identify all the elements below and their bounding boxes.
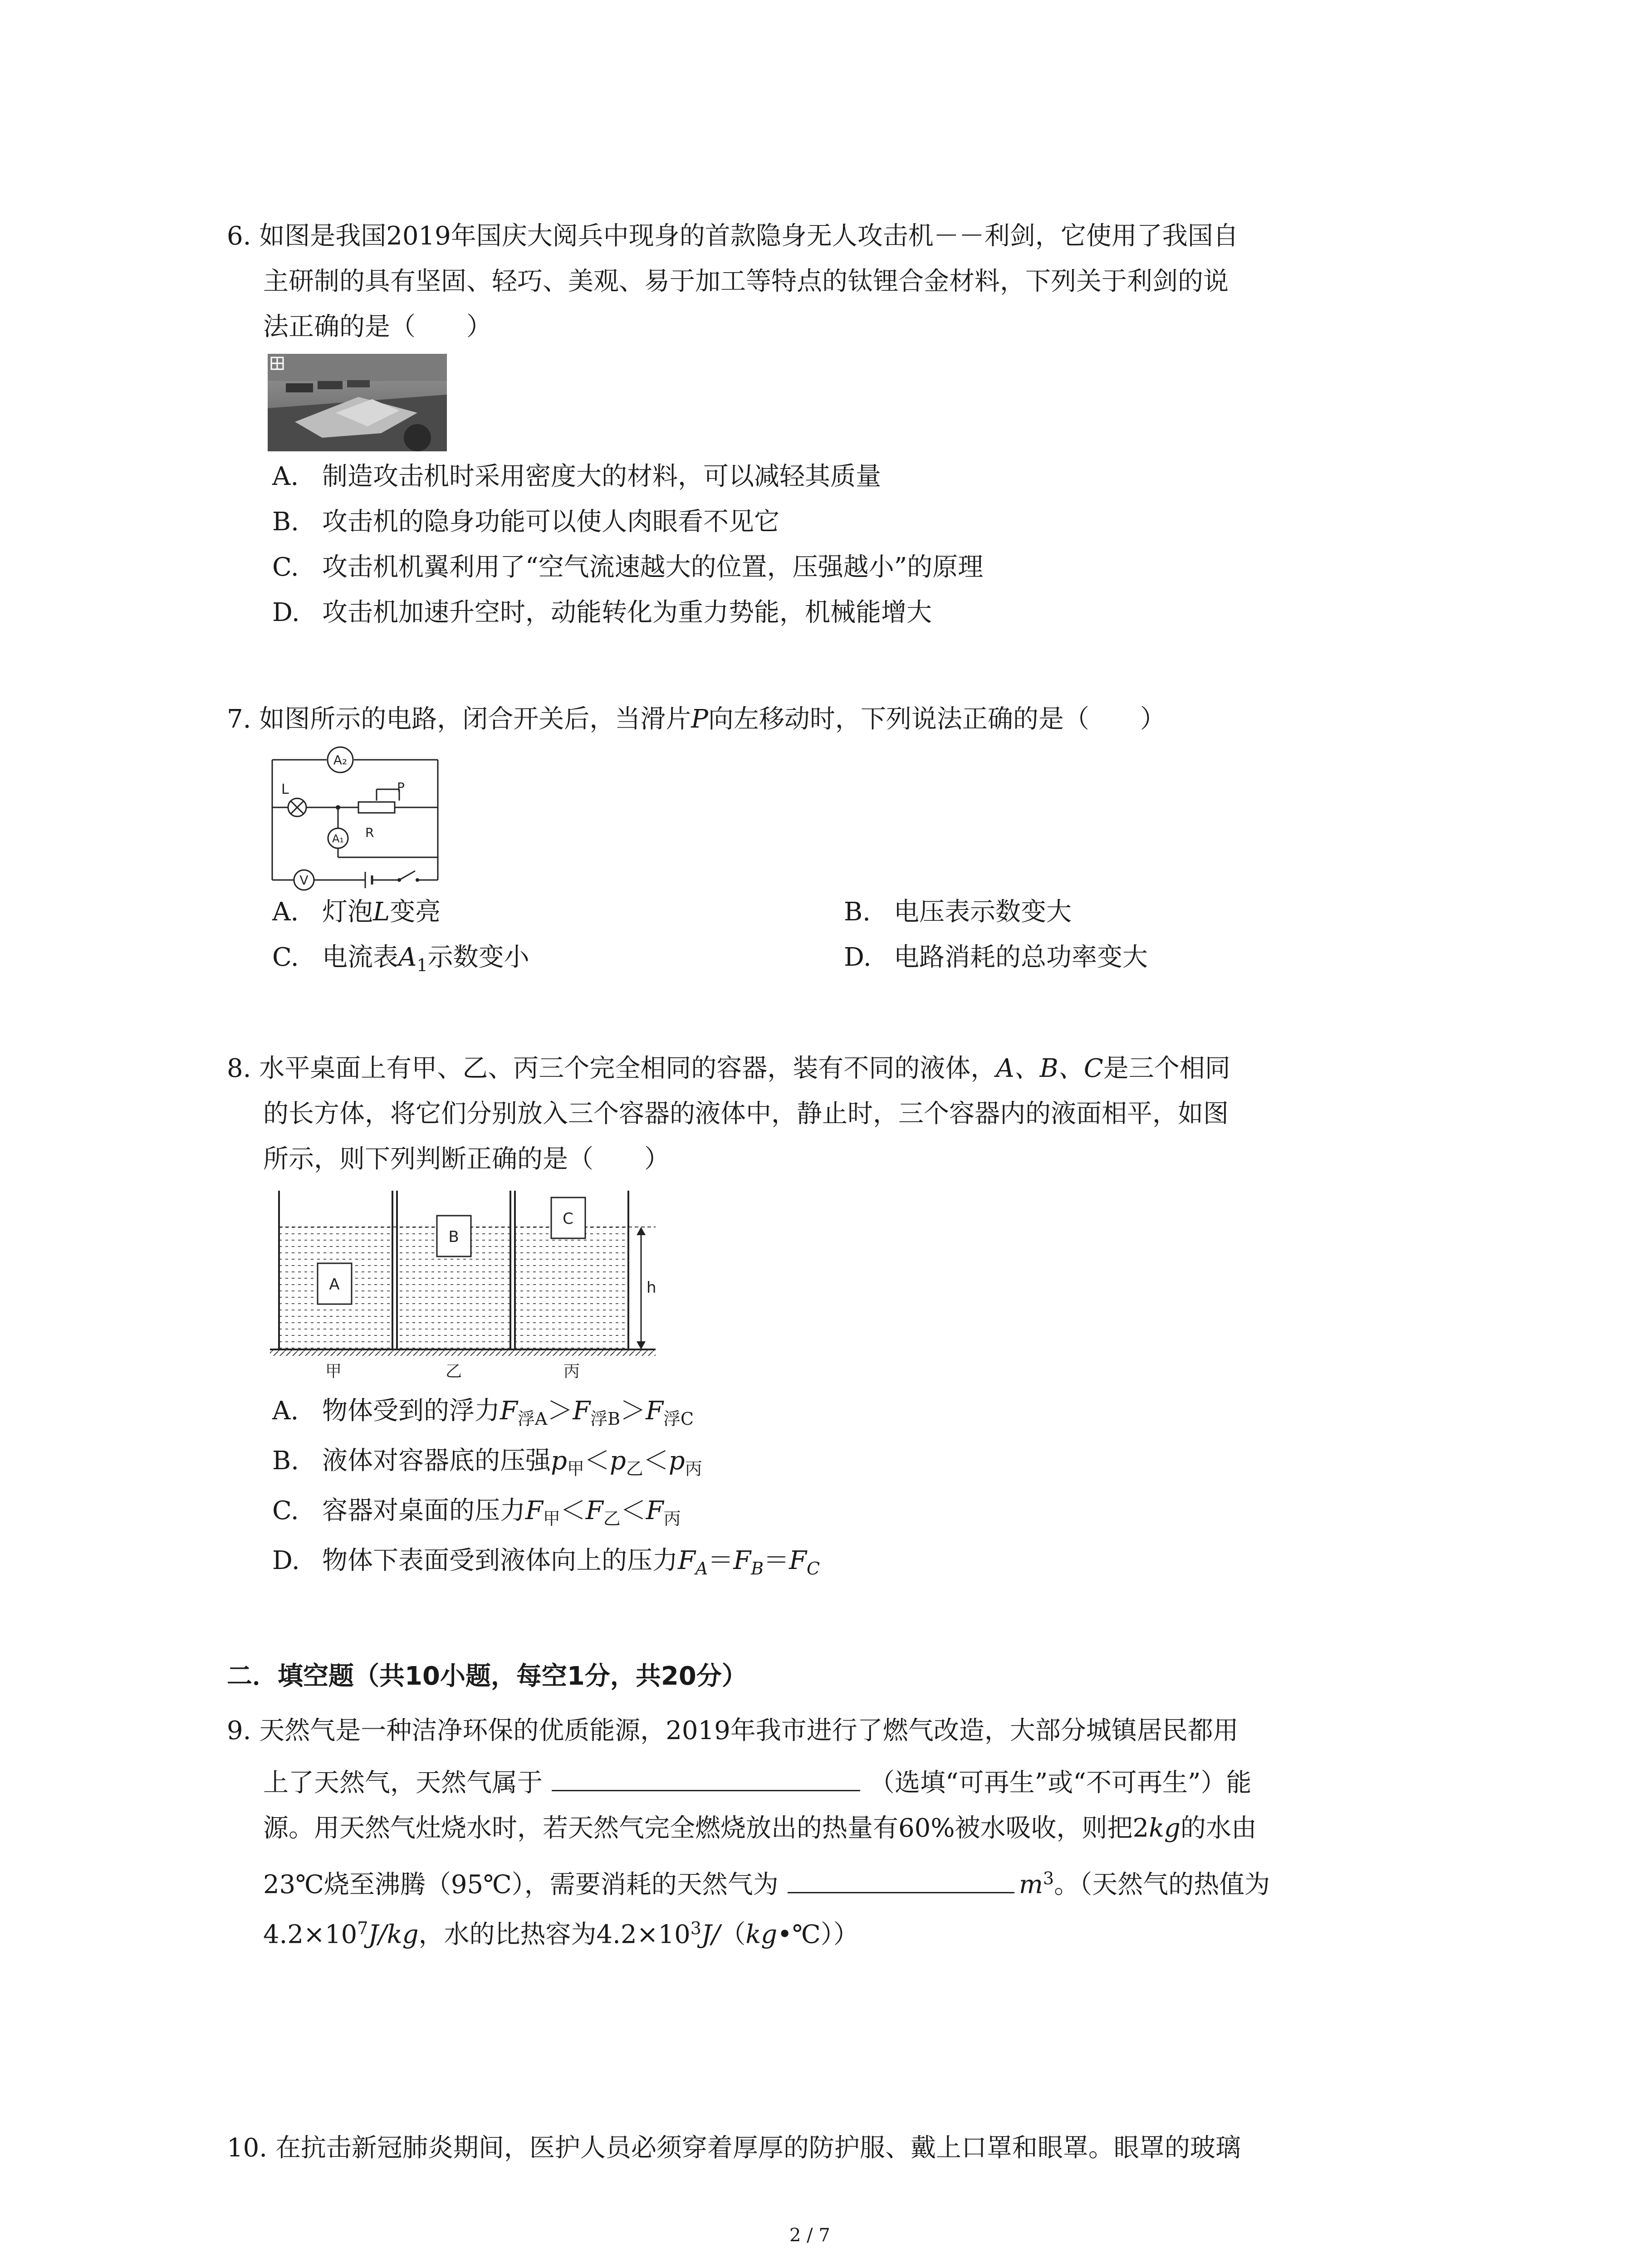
math-op: ＝ <box>764 1546 789 1575</box>
ammeter-a2-label: A₂ <box>333 753 348 767</box>
math-op: ＜ <box>560 1496 586 1525</box>
math-op: ＝ <box>708 1546 734 1575</box>
q9-line-3a: 源。用天然气灶烧水时，若天然气完全燃烧放出的热量有60%被水吸收，则把2 <box>263 1813 1149 1843</box>
q7-var-p: P <box>691 704 708 734</box>
option-text: 灯泡 <box>322 897 373 927</box>
math-var: F <box>500 1396 518 1426</box>
answer-blank-2[interactable] <box>788 1867 1014 1893</box>
q9-line-2a: 上了天然气，天然气属于 <box>263 1768 543 1798</box>
math-op: ＞ <box>620 1396 646 1426</box>
answer-blank-1[interactable] <box>552 1765 860 1791</box>
q10-line-1: 10. 在抗击新冠肺炎期间，医护人员必须穿着厚厚的防护服、戴上口罩和眼罩。眼罩的玻璃 <box>227 2133 1241 2163</box>
math-var: F <box>573 1396 591 1426</box>
unit-j-kg: J/kg <box>368 1920 419 1950</box>
q9-line-5 <box>263 1912 859 1951</box>
math-op: ＜ <box>584 1446 610 1476</box>
math-sub: 丙 <box>663 1509 681 1529</box>
q6-option-a <box>272 460 881 493</box>
unit-kg: kg <box>1149 1813 1181 1843</box>
q6-option-c <box>272 551 983 584</box>
q9-line-2 <box>263 1765 1252 1799</box>
option-label: A. <box>272 897 299 927</box>
q6-option-b <box>272 506 779 538</box>
q9-line-5b: ，水的比热容为4.2×10 <box>418 1920 691 1950</box>
q8-line-1-vars: A、B、C <box>996 1054 1103 1083</box>
option-text: 容器对桌面的压力 <box>322 1496 525 1525</box>
math-var: F <box>646 1496 664 1525</box>
q7-option-c <box>272 941 529 982</box>
q8-option-b <box>272 1445 702 1485</box>
q9-line-3b: 的水由 <box>1180 1813 1257 1843</box>
math-sub: 乙 <box>603 1509 621 1529</box>
q9-line-3 <box>263 1812 1257 1845</box>
option-text: 攻击机加速升空时，动能转化为重力势能，机械能增大 <box>322 598 932 627</box>
option-text: 电压表示数变大 <box>894 897 1072 927</box>
q9-line-4a: 23℃烧至沸腾（95℃），需要消耗的天然气为 <box>263 1870 779 1900</box>
q7-option-b <box>844 896 1072 929</box>
unit-m: m <box>1019 1870 1043 1900</box>
math-var: p <box>551 1446 567 1476</box>
option-text: 电流表 <box>322 943 398 972</box>
option-text-post: 示数变小 <box>427 943 529 972</box>
option-var: L <box>373 897 390 927</box>
q7-stem-pre: 7. 如图所示的电路，闭合开关后，当滑片 <box>227 704 691 734</box>
option-text: 电路消耗的总功率变大 <box>894 943 1148 972</box>
option-label: C. <box>272 552 299 582</box>
option-text: 制造攻击机时采用密度大的材料，可以减轻其质量 <box>322 462 881 491</box>
math-sub: A <box>695 1559 708 1579</box>
exponent: 3 <box>690 1918 701 1938</box>
q6-line-1: 6. 如图是我国2019年国庆大阅兵中现身的首款隐身无人攻击机－－利剑，它使用了我国自 <box>227 221 1239 251</box>
math-var: p <box>609 1446 626 1476</box>
option-label: D. <box>272 598 300 627</box>
exponent: 7 <box>357 1918 368 1938</box>
q9-line-4 <box>263 1862 1270 1901</box>
q9-line-2b: （选填“可再生”或“不可再生”）能 <box>869 1768 1252 1798</box>
math-sub: 浮A <box>517 1409 548 1429</box>
unit-j: J/ <box>701 1920 720 1950</box>
math-sub: 甲 <box>543 1509 560 1529</box>
unit-kg: kg <box>745 1920 778 1950</box>
q7-option-a <box>272 896 441 929</box>
q8-line-1 <box>227 1052 1230 1085</box>
math-sub: 浮B <box>590 1409 621 1429</box>
option-text-post: 变亮 <box>390 897 441 927</box>
q8-line-1a: 8. 水平桌面上有甲、乙、丙三个完全相同的容器，装有不同的液体， <box>227 1054 996 1083</box>
math-sub: 甲 <box>567 1459 584 1479</box>
q7-circuit-diagram <box>263 744 454 898</box>
q8-line-3: 所示，则下列判断正确的是（ ） <box>263 1144 670 1174</box>
q9-line-5c: （ <box>720 1920 746 1950</box>
math-sub: C <box>806 1559 820 1579</box>
q8-line-2: 的长方体，将它们分别放入三个容器的液体中，静止时，三个容器内的液面相平，如图 <box>263 1099 1229 1129</box>
q6-line-3: 法正确的是（ ） <box>263 312 492 342</box>
math-sub: 乙 <box>626 1459 643 1479</box>
option-label: B. <box>272 1446 299 1476</box>
math-sub: B <box>751 1559 764 1579</box>
q6-option-d <box>272 596 932 629</box>
option-label: A. <box>272 1396 299 1426</box>
math-sub: 浮C <box>663 1409 694 1429</box>
math-var: F <box>525 1496 543 1525</box>
container-yi-label: 乙 <box>445 1362 462 1381</box>
option-label: B. <box>272 507 299 537</box>
q8-option-d <box>272 1545 820 1585</box>
q7-option-d <box>844 941 1148 974</box>
q7-stem <box>227 703 1166 736</box>
math-op: ＜ <box>643 1446 669 1476</box>
option-text: 物体下表面受到液体向上的压力 <box>322 1546 678 1575</box>
ammeter-a1-label: A₁ <box>332 832 344 845</box>
section-heading: 二．填空题（共10小题，每空1分，共20分） <box>227 1662 747 1691</box>
option-sub: 1 <box>416 955 428 976</box>
container-bing-label: 丙 <box>563 1362 580 1381</box>
option-var: A <box>398 943 417 972</box>
math-var: F <box>789 1546 807 1575</box>
math-var: F <box>733 1546 751 1575</box>
option-text: 攻击机机翼利用了“空气流速越大的位置，压强越小”的原理 <box>322 552 984 582</box>
container-jia-label: 甲 <box>325 1362 342 1381</box>
block-c-label: C <box>563 1210 573 1228</box>
resistor-label: R <box>365 825 374 840</box>
option-label: D. <box>272 1546 300 1575</box>
page-number: 2 / 7 <box>789 2225 830 2246</box>
math-var: F <box>585 1496 603 1525</box>
unit-exponent: 3 <box>1043 1868 1054 1888</box>
voltmeter-label: V <box>299 873 309 888</box>
q9-line-1: 9. 天然气是一种洁净环保的优质能源，2019年我市进行了燃气改造，大部分城镇居民都用 <box>227 1716 1239 1745</box>
math-var: F <box>646 1396 663 1426</box>
math-var: p <box>668 1446 685 1476</box>
block-b-label: B <box>448 1228 459 1246</box>
option-label: C. <box>272 1496 299 1525</box>
q6-line-2: 主研制的具有坚固、轻巧、美观、易于加工等特点的钛锂合金材料，下列关于利剑的说 <box>263 267 1229 296</box>
option-label: A. <box>272 462 299 491</box>
math-sub: 丙 <box>685 1459 702 1479</box>
q8-option-c <box>272 1495 681 1535</box>
math-op: ＞ <box>547 1396 573 1426</box>
math-op: ＜ <box>620 1496 646 1525</box>
option-text: 物体受到的浮力 <box>322 1396 500 1426</box>
q8-option-a <box>272 1395 694 1435</box>
option-label: C. <box>272 943 299 972</box>
option-label: B. <box>844 897 871 927</box>
q6-photo <box>268 354 447 451</box>
q9-line-5a: 4.2×10 <box>263 1920 358 1950</box>
q7-stem-post: 向左移动时，下列说法正确的是（ ） <box>708 704 1166 734</box>
q9-line-4b: 。（天然气的热值为 <box>1054 1870 1270 1900</box>
height-label: h <box>647 1279 656 1297</box>
slider-label: P <box>397 780 405 795</box>
block-a-label: A <box>329 1276 340 1294</box>
option-text: 液体对容器底的压强 <box>322 1446 551 1476</box>
option-label: D. <box>844 943 872 972</box>
q8-line-1c: 是三个相同 <box>1103 1054 1230 1083</box>
q8-container-diagram <box>265 1186 665 1386</box>
math-var: F <box>678 1546 696 1575</box>
lamp-label: L <box>281 782 289 797</box>
q9-line-5d: •℃）） <box>777 1920 859 1950</box>
option-text: 攻击机的隐身功能可以使人肉眼看不见它 <box>322 507 779 537</box>
